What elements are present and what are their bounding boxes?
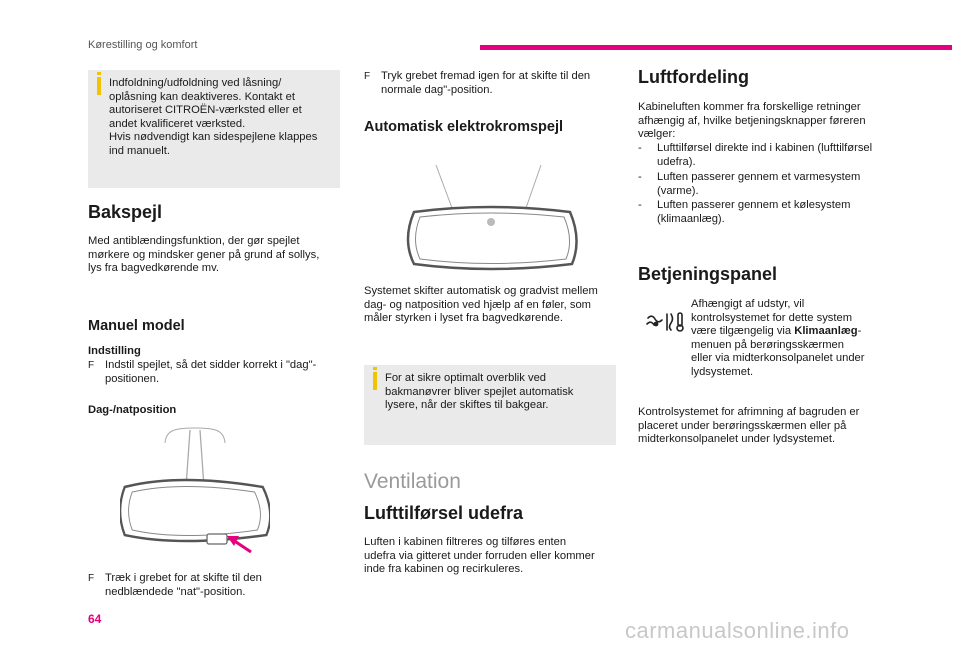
indstilling-label: Indstilling: [88, 345, 141, 357]
bullet-arrow-icon: F: [88, 573, 95, 584]
section-title-auto-mirror: Automatisk elektrokromspejl: [364, 119, 564, 135]
watermark: carmanualsonline.info: [625, 618, 850, 643]
dagnat-label: Dag-/natposition: [88, 404, 177, 416]
info-box-reverse: [364, 365, 616, 445]
running-header: Kørestilling og komfort: [88, 39, 198, 51]
indstilling-text: Indstil spejlet, så det sidder korrekt i "dag"- positionen.: [105, 359, 317, 385]
bullet-arrow-icon: F: [88, 360, 95, 371]
lufttilforsel-text: Luften i kabinen filtreres og tilføres enten udefra via gitteret under forruden eller kommer inde fra kabinen og recirkuleres.: [364, 536, 595, 575]
section-title-manual: Manuel model: [88, 318, 185, 334]
betjening-text: Afhængigt af udstyr, vil kontrolsystemet for dette system være tilgængelig via Klimaanlæg- menuen på berøringsskærmen eller via midterkonsolpanelet under lydsystemet.: [691, 298, 865, 378]
pull-text: Træk i grebet for at skifte til den nedblændede "nat"-position.: [105, 572, 262, 598]
section-title-betjeningspanel: Betjeningspanel: [638, 264, 778, 284]
page-number: 64: [88, 612, 102, 626]
info-icon: [373, 372, 377, 390]
defrost-text: Kontrolsystemet for afrimning af bagruden er placeret under berøringsskærmen eller på midterkonsolpanelet under lydsystemet.: [638, 406, 860, 445]
info-box-folding: [88, 70, 340, 188]
bakspejl-text: Med antiblændingsfunktion, der gør spejlet mørkere og mindsker gener på grund af sollys, lys fra bagvedkørende mv.: [88, 235, 320, 274]
auto-mirror-text: Systemet skifter automatisk og gradvist mellem dag- og natposition ved hjælp af en føler, som måler styrken i lyset fra bagvedkørende.: [364, 285, 598, 324]
bullet-arrow-icon: F: [364, 71, 371, 82]
section-title-bakspejl: Bakspejl: [88, 202, 163, 222]
section-title-lufttilforsel: Lufttilførsel udefra: [364, 503, 524, 523]
info-box-text: Indfoldning/udfoldning ved låsning/ oplåsning kan deaktiveres. Kontakt et autoriseret CITROËN-værksted eller et andet kvalificeret værksted. Hvis nødvendigt kan sidespejlene klappes ind manuelt.: [109, 77, 318, 157]
push-bullet: [364, 70, 619, 100]
header-accent-bar: [480, 45, 952, 50]
section-title-luftfordeling: Luftfordeling: [638, 67, 749, 87]
auto-mirror-illustration: [400, 160, 582, 275]
luftfordeling-text: Kabineluften kommer fra forskellige retninger afhængig af, hvilke betjeningsknapper føreren vælger:: [638, 101, 866, 140]
push-text: Tryk grebet fremad igen for at skifte til den normale dag"-position.: [381, 70, 591, 96]
list-item: - Luften passerer gennem et varmesystem (varme).: [638, 171, 861, 197]
list-item: - Lufttilførsel direkte ind i kabinen (lufttilførsel udefra).: [638, 142, 873, 168]
arrow-pink-icon: [225, 532, 255, 556]
info-box-text: For at sikre optimalt overblik ved bakmanøvrer bliver spejlet automatisk lysere, når der skiftes til bakgear.: [385, 372, 574, 411]
pull-bullet: [88, 572, 348, 602]
klimaanlaeg-menu-label: Klimaanlæg: [794, 325, 858, 337]
climate-control-icon: [644, 311, 686, 333]
indstilling-bullet: [88, 359, 348, 389]
chapter-title-ventilation: Ventilation: [364, 470, 461, 493]
info-icon: [97, 77, 101, 95]
list-item: - Luften passerer gennem et kølesystem (klimaanlæg).: [638, 199, 851, 225]
